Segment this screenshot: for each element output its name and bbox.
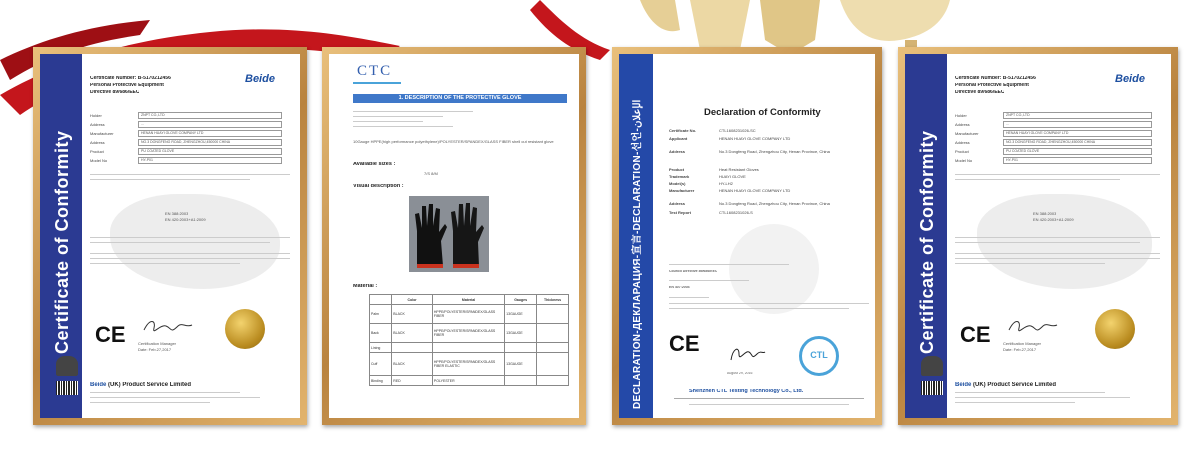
footer-brand-rest: (UK) Product Service Limited <box>971 382 1057 388</box>
ctc-logo-underline <box>353 82 401 84</box>
table-cell: Lining <box>370 343 392 353</box>
field-label: Product <box>955 149 969 154</box>
manager-label: Certification Manager <box>1003 342 1042 346</box>
table-cell: 13GAUGE <box>505 305 537 324</box>
ce-mark: CE <box>960 322 991 347</box>
manager-label: Certification Manager <box>138 342 177 346</box>
field-label: Applicant <box>669 136 688 141</box>
standard-1: EN 388:2003 <box>1033 212 1057 216</box>
table-row <box>370 343 569 353</box>
lab-footer: Shenzhen CTL Testing Technology Co., Ltd. <box>689 389 804 394</box>
signature <box>1005 316 1060 338</box>
table-cell <box>392 343 433 353</box>
field-value: No.3 Dongfeng Road, Zhengzhou City, Henan Province, China <box>719 149 830 154</box>
table-cell: HPPE/POLYESTER/SPANDEX/GLASS FIBER ELASTIC <box>432 353 504 376</box>
field-label: Address <box>955 140 970 145</box>
table-header: Thickness <box>537 295 569 305</box>
ctc-document-frame <box>322 47 586 425</box>
side-title: Certificate of Conformity <box>52 130 72 354</box>
field-label: Product <box>90 149 104 154</box>
table-cell: BLACK <box>392 353 433 376</box>
ppe-label: Personal Protective Equipment <box>955 83 1029 88</box>
field-value: HENAN HUAYI GLOVE COMPANY LTD <box>719 188 791 193</box>
table-header: Gauges <box>505 295 537 305</box>
footer-brand-rest: (UK) Product Service Limited <box>106 382 192 388</box>
ctl-seal <box>799 336 839 376</box>
barcode-icon <box>921 381 943 395</box>
table-cell <box>432 343 504 353</box>
standard-2: EN 420:2003+A1:2009 <box>1033 218 1074 222</box>
certificate-frame-2 <box>898 47 1178 425</box>
field-value: HY-P01 <box>138 157 282 164</box>
declaration-standard: EN 407:2004 <box>669 286 690 289</box>
field-value: Heat Resistant Gloves <box>719 167 759 172</box>
table-row <box>370 353 569 376</box>
sizes-title: Available sizes : <box>353 162 396 167</box>
table-cell: BLACK <box>392 324 433 343</box>
field-label: Address <box>955 122 970 127</box>
table-cell: HPPE/POLYESTER/SPANDEX/GLASS FIBER <box>432 305 504 324</box>
declaration-frame <box>612 47 882 425</box>
directive-label: Directive 89/686/EEC <box>90 90 140 95</box>
table-row <box>370 324 569 343</box>
field-label: Manufacturer <box>669 188 695 193</box>
ctl-seal-text: CTL <box>810 350 828 360</box>
field-label: Model No <box>90 158 108 163</box>
field-label: Test Report <box>669 210 691 215</box>
field-label: Product <box>669 167 685 172</box>
royal-crest-icon <box>921 356 943 376</box>
field-value: NO.3 DONGFENG ROAD, ZHENGZHOU,450000 CHINA <box>1003 139 1152 146</box>
table-cell <box>505 343 537 353</box>
visual-title: Visual description : <box>353 184 404 189</box>
field-label: Address <box>90 122 105 127</box>
certificate-paper <box>40 54 300 418</box>
section-heading: 1. DESCRIPTION OF THE PROTECTIVE GLOVE <box>353 94 567 103</box>
table-cell: Cuff <box>370 353 392 376</box>
certificate-number: Certificate Number: B-5170212456 <box>955 76 1036 81</box>
field-label: Model No <box>955 158 973 163</box>
footer-brand-name: Beide <box>955 382 972 388</box>
field-value: HENAN HUAYI GLOVE COMPANY LTD <box>138 130 282 137</box>
field-label: Address <box>90 140 105 145</box>
field-value: ... <box>138 121 282 128</box>
certificate-number: Certificate Number: B-5170212456 <box>90 76 171 81</box>
standard-2: EN 420:2003+A1:2009 <box>165 218 206 222</box>
field-value: HY-P01 <box>1003 157 1152 164</box>
field-label: Address <box>669 201 686 206</box>
table-cell: Palm <box>370 305 392 324</box>
field-label: Holder <box>90 113 102 118</box>
gold-seal <box>1095 309 1135 349</box>
footer-brand <box>955 382 1056 388</box>
table-cell: Back <box>370 324 392 343</box>
field-value: No.3 Dongfeng Road, Zhengzhou City, Henan Province, China <box>719 201 830 206</box>
council-directive: Council Directive 89/686/EEC <box>669 270 718 273</box>
field-value: PU COATED GLOVE <box>1003 148 1152 155</box>
cert-date: Date: Feb.27,2017 <box>1003 348 1037 352</box>
field-value: HUAYI GLOVE <box>719 174 746 179</box>
material-title: Material : <box>353 284 378 289</box>
field-label: Holder <box>955 113 967 118</box>
table-row <box>370 305 569 324</box>
table-row <box>370 376 569 386</box>
declaration-title: Declaration of Conformity <box>704 108 821 118</box>
table-cell: POLYESTER <box>432 376 504 386</box>
table-cell <box>537 343 569 353</box>
sizes-value: 7/S 8/M <box>424 172 438 176</box>
field-value: ZNPT CO.,LTD <box>138 112 282 119</box>
glove-photo <box>409 196 489 272</box>
field-label: Trademark <box>669 174 690 179</box>
table-header: Material <box>432 295 504 305</box>
table-cell <box>505 376 537 386</box>
field-value: CTL1608231026-S <box>719 210 753 215</box>
declaration-date: August 29, 2016 <box>727 372 753 375</box>
royal-crest-icon <box>56 356 78 376</box>
footer-brand <box>90 382 191 388</box>
barcode-icon <box>56 381 78 395</box>
field-value: NO.3 DONGFENG ROAD, ZHENGZHOU,450000 CHINA <box>138 139 282 146</box>
table-cell: 13GAUGE <box>505 353 537 376</box>
side-title: Certificate of Conformity <box>917 130 937 354</box>
certificate-frame-1 <box>33 47 307 425</box>
ctc-logo: CTC <box>357 64 393 79</box>
table-cell <box>537 353 569 376</box>
brand-logo: Beide <box>1115 74 1145 85</box>
field-label: Manufacturer <box>90 131 114 136</box>
material-table <box>369 294 569 386</box>
table-header <box>370 295 392 305</box>
signature <box>727 344 767 366</box>
field-label: Address <box>669 149 686 154</box>
field-value: CTL1608231026-SC <box>719 128 756 133</box>
footer-brand-name: Beide <box>90 382 107 388</box>
ce-mark: CE <box>95 322 126 347</box>
field-value: ZNPT CO.,LTD <box>1003 112 1152 119</box>
table-cell: Binding <box>370 376 392 386</box>
ctc-paper <box>329 54 579 418</box>
declaration-paper <box>619 54 875 418</box>
field-label: Manufacturer <box>955 131 979 136</box>
product-intro: 10Gauge HPPE(high performance polyethylene)/POLYESTER/SPANDEX/GLASS FIBER shell cut resistant glove <box>353 140 554 144</box>
gold-seal <box>225 309 265 349</box>
field-label: Model(s) <box>669 181 686 186</box>
ce-mark: CE <box>669 331 700 356</box>
certificate-paper <box>905 54 1171 418</box>
table-cell <box>537 305 569 324</box>
table-cell: HPPE/POLYESTER/SPANDEX/GLASS FIBER <box>432 324 504 343</box>
ppe-label: Personal Protective Equipment <box>90 83 164 88</box>
field-value: ... <box>1003 121 1152 128</box>
table-cell: 13GAUGE <box>505 324 537 343</box>
cert-date: Date: Feb.27,2017 <box>138 348 172 352</box>
globe-watermark <box>729 224 819 314</box>
standard-1: EN 388:2003 <box>165 212 189 216</box>
field-value: HENAN HUAYI GLOVE COMPANY LTD <box>719 136 791 141</box>
table-header-row <box>370 295 569 305</box>
field-value: HENAN HUAYI GLOVE COMPANY LTD <box>1003 130 1152 137</box>
field-value: PU COATED GLOVE <box>138 148 282 155</box>
field-label: Certificate No. <box>669 128 697 133</box>
table-cell <box>537 376 569 386</box>
signature <box>140 316 195 338</box>
brand-logo: Beide <box>245 74 275 85</box>
directive-label: Directive 89/686/EEC <box>955 90 1005 95</box>
table-cell <box>537 324 569 343</box>
table-cell: RED <box>392 376 433 386</box>
side-title: DECLARATION-ДЕКЛАРАЦИЯ-宣言-DECLARATION-선언-الإعلان <box>632 99 643 409</box>
table-cell: BLACK <box>392 305 433 324</box>
field-value: HY-LH2 <box>719 181 733 186</box>
table-header: Color <box>392 295 433 305</box>
